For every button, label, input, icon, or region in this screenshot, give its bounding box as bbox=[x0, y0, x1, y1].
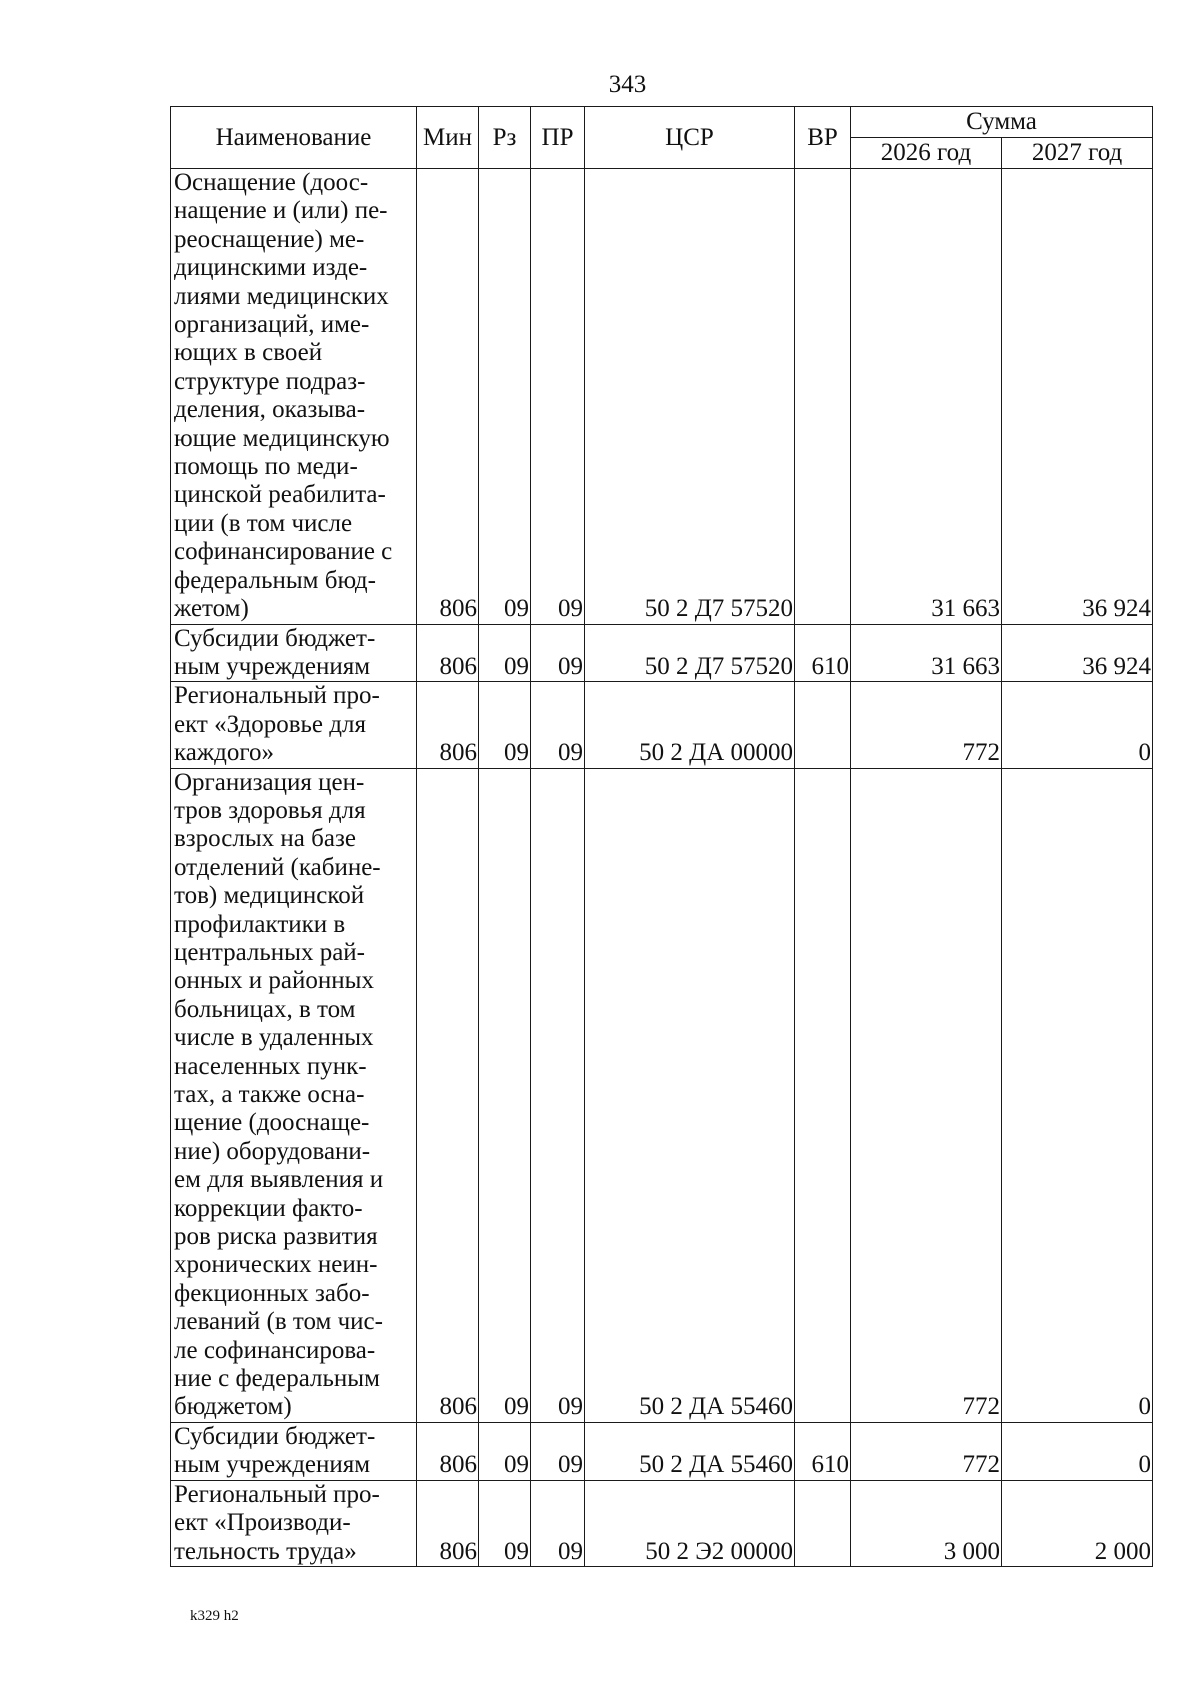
cell-min: 806 bbox=[417, 169, 479, 625]
name-line: ем для выявления и bbox=[174, 1166, 384, 1194]
name-line: больницах, в том bbox=[174, 995, 356, 1023]
cell-vr bbox=[795, 768, 851, 1422]
name-line: помощь по меди- bbox=[174, 453, 358, 481]
table-row bbox=[171, 682, 1153, 768]
name-line: центральных рай- bbox=[174, 938, 366, 966]
cell-amount-2026: 31 663 bbox=[851, 169, 1002, 625]
cell-pr: 09 bbox=[531, 768, 585, 1422]
cell-name bbox=[171, 768, 417, 1422]
header-year-2026: 2026 год bbox=[851, 138, 1002, 169]
name-line: коррекции факто- bbox=[174, 1194, 363, 1222]
name-line: нащение и (или) пе- bbox=[174, 197, 388, 225]
name-line: ние) оборудовани- bbox=[174, 1137, 371, 1165]
cell-amount-2026: 3 000 bbox=[851, 1480, 1002, 1566]
cell-rz: 09 bbox=[479, 1480, 531, 1566]
table-row bbox=[171, 624, 1153, 682]
cell-name bbox=[171, 682, 417, 768]
cell-csr: 50 2 Д7 57520 bbox=[585, 169, 795, 625]
name-line: дицинскими изде- bbox=[174, 254, 368, 282]
name-line: деления, оказыва- bbox=[174, 396, 366, 424]
name-line: реоснащение) ме- bbox=[174, 225, 365, 253]
name-line: лиями медицинских bbox=[174, 282, 389, 310]
name-line: отделений (кабине- bbox=[174, 853, 381, 881]
header-pr: ПР bbox=[531, 107, 585, 169]
cell-csr: 50 2 Э2 00000 bbox=[585, 1480, 795, 1566]
cell-amount-2027: 0 bbox=[1002, 768, 1153, 1422]
cell-min: 806 bbox=[417, 1480, 479, 1566]
cell-amount-2026: 31 663 bbox=[851, 624, 1002, 682]
cell-pr: 09 bbox=[531, 682, 585, 768]
name-line: структуре подраз- bbox=[174, 367, 366, 395]
name-line: взрослых на базе bbox=[174, 825, 356, 853]
cell-vr bbox=[795, 1480, 851, 1566]
table-body bbox=[171, 169, 1153, 1567]
header-vr: ВР bbox=[795, 107, 851, 169]
name-line: Субсидии бюджет- bbox=[174, 1422, 376, 1450]
name-line: цинской реабилита- bbox=[174, 481, 386, 509]
cell-name bbox=[171, 624, 417, 682]
cell-vr: 610 bbox=[795, 1422, 851, 1480]
name-line: населенных пунк- bbox=[174, 1052, 367, 1080]
cell-vr bbox=[795, 169, 851, 625]
name-line: тров здоровья для bbox=[174, 796, 366, 824]
cell-amount-2026: 772 bbox=[851, 682, 1002, 768]
name-line: Субсидии бюджет- bbox=[174, 624, 376, 652]
cell-min: 806 bbox=[417, 682, 479, 768]
cell-vr: 610 bbox=[795, 624, 851, 682]
cell-min: 806 bbox=[417, 768, 479, 1422]
cell-csr: 50 2 Д7 57520 bbox=[585, 624, 795, 682]
name-line: Региональный про- bbox=[174, 1480, 380, 1508]
name-line: тельность труда» bbox=[174, 1537, 357, 1565]
name-line: ект «Здоровье для bbox=[174, 710, 366, 738]
name-line: Оснащение (доос- bbox=[174, 169, 369, 196]
cell-pr: 09 bbox=[531, 1422, 585, 1480]
header-min: Мин bbox=[417, 107, 479, 169]
name-line: хронических неин- bbox=[174, 1251, 378, 1279]
cell-pr: 09 bbox=[531, 624, 585, 682]
cell-amount-2027: 0 bbox=[1002, 682, 1153, 768]
name-line: ров риска развития bbox=[174, 1223, 378, 1251]
name-line: ние с федеральным bbox=[174, 1365, 380, 1393]
cell-pr: 09 bbox=[531, 1480, 585, 1566]
name-line: ции (в том числе bbox=[174, 509, 353, 537]
name-line: ющие медицинскую bbox=[174, 424, 390, 452]
header-csr: ЦСР bbox=[585, 107, 795, 169]
name-line: ющих в своей bbox=[174, 339, 323, 367]
header-sum: Сумма bbox=[851, 107, 1153, 138]
name-line: ным учреждениям bbox=[174, 652, 371, 680]
page-number: 343 bbox=[608, 71, 647, 98]
budget-table bbox=[170, 106, 1153, 1567]
cell-pr: 09 bbox=[531, 169, 585, 625]
cell-csr: 50 2 ДА 00000 bbox=[585, 682, 795, 768]
cell-amount-2027: 36 924 bbox=[1002, 169, 1153, 625]
name-line: жетом) bbox=[174, 595, 249, 623]
cell-amount-2027: 0 bbox=[1002, 1422, 1153, 1480]
name-line: ект «Производи- bbox=[174, 1509, 351, 1537]
name-line: бюджетом) bbox=[174, 1393, 292, 1421]
name-line: фекционных забо- bbox=[174, 1279, 370, 1307]
cell-name bbox=[171, 1480, 417, 1566]
table-row bbox=[171, 1422, 1153, 1480]
cell-rz: 09 bbox=[479, 624, 531, 682]
cell-amount-2026: 772 bbox=[851, 768, 1002, 1422]
name-line: щение (дооснаще- bbox=[174, 1109, 370, 1137]
name-line: федеральным бюд- bbox=[174, 566, 376, 594]
header-row-1 bbox=[171, 107, 1153, 138]
table-row bbox=[171, 169, 1153, 625]
name-line: каждого» bbox=[174, 739, 274, 767]
cell-rz: 09 bbox=[479, 768, 531, 1422]
name-line: Региональный про- bbox=[174, 682, 380, 710]
cell-min: 806 bbox=[417, 1422, 479, 1480]
name-line: тах, а также осна- bbox=[174, 1081, 365, 1108]
cell-csr: 50 2 ДА 55460 bbox=[585, 768, 795, 1422]
cell-name bbox=[171, 169, 417, 625]
name-line: организаций, име- bbox=[174, 311, 370, 339]
cell-amount-2026: 772 bbox=[851, 1422, 1002, 1480]
cell-amount-2027: 36 924 bbox=[1002, 624, 1153, 682]
cell-min: 806 bbox=[417, 624, 479, 682]
name-line: Организация цен- bbox=[174, 768, 365, 796]
name-line: софинансирование с bbox=[174, 538, 393, 566]
name-line: онных и районных bbox=[174, 967, 374, 995]
name-line: леваний (в том чис- bbox=[174, 1308, 383, 1336]
cell-rz: 09 bbox=[479, 169, 531, 625]
cell-vr bbox=[795, 682, 851, 768]
footer-code: k329 h2 bbox=[190, 1608, 239, 1624]
header-rz: Рз bbox=[479, 107, 531, 169]
table-row bbox=[171, 1480, 1153, 1566]
cell-amount-2027: 2 000 bbox=[1002, 1480, 1153, 1566]
cell-rz: 09 bbox=[479, 682, 531, 768]
header-name: Наименование bbox=[171, 107, 417, 169]
name-line: ным учреждениям bbox=[174, 1451, 371, 1479]
name-line: профилактики в bbox=[174, 910, 346, 938]
name-line: тов) медицинской bbox=[174, 882, 365, 910]
header-year-2027: 2027 год bbox=[1002, 138, 1153, 169]
table-row bbox=[171, 768, 1153, 1422]
name-line: ле софинансирова- bbox=[174, 1336, 376, 1364]
cell-name bbox=[171, 1422, 417, 1480]
cell-csr: 50 2 ДА 55460 bbox=[585, 1422, 795, 1480]
cell-rz: 09 bbox=[479, 1422, 531, 1480]
name-line: числе в удаленных bbox=[174, 1024, 374, 1052]
